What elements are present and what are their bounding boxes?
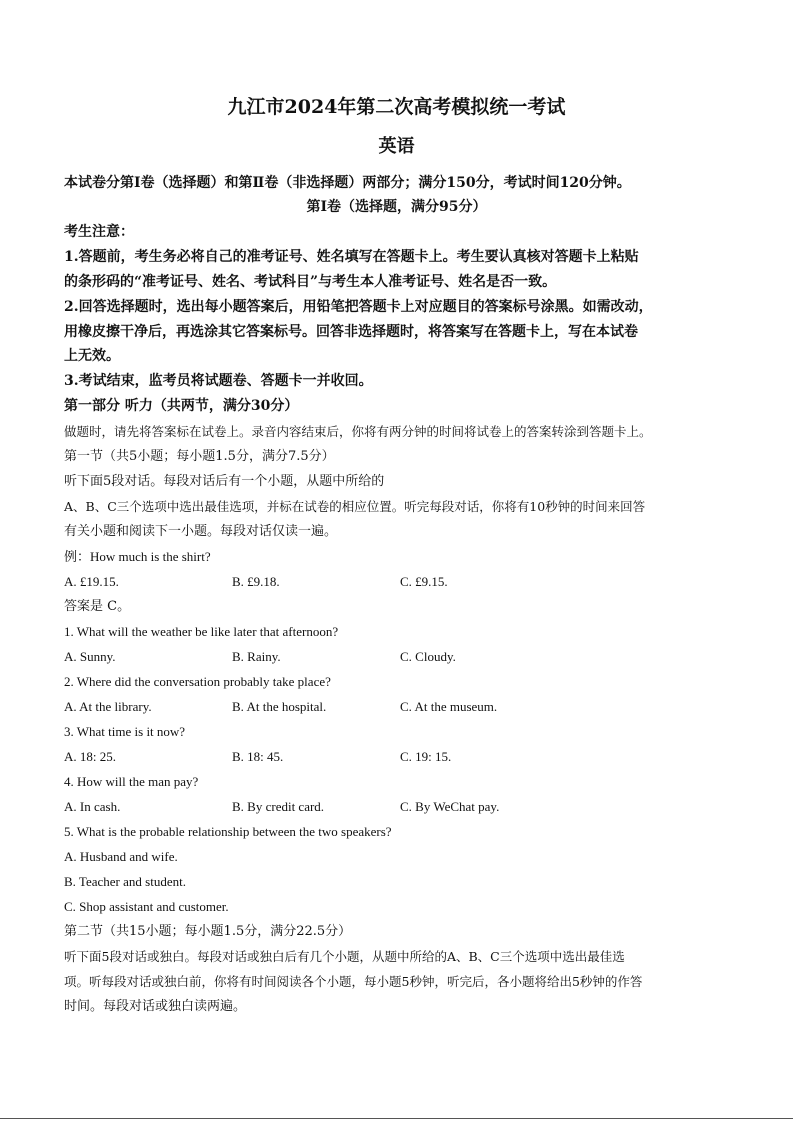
question-3-option-b: B. 18: 45. bbox=[232, 749, 284, 764]
question-3-option-c: C. 19: 15. bbox=[400, 749, 452, 764]
section2-instruction-2: 项。听每段对话或独白前，你将有时间阅读各个小题，每小题5秒钟，听完后，各小题将给出5秒钟的作答 bbox=[64, 974, 643, 989]
note-2-line-1: 2.回答选择题时，选出每小题答案后，用铅笔把答题卡上对应题目的答案标号涂黑。如需改动， bbox=[64, 299, 653, 315]
note-1-line-2: 的条形码的“准考证号、姓名、考试科目”与考生本人准考证号、姓名是否一致。 bbox=[64, 274, 557, 290]
example-question: 例：How much is the shirt? bbox=[64, 549, 211, 564]
part1-heading: 第一部分 听力（共两节，满分30分） bbox=[64, 398, 299, 414]
question-5: 5. What is the probable relationship between the two speakers? bbox=[64, 824, 392, 839]
section1-heading: 第一节（共5小题；每小题1.5分，满分7.5分） bbox=[64, 449, 335, 464]
note-2-line-2: 用橡皮擦干净后，再选涂其它答案标号。回答非选择题时，将答案写在答题卡上，写在本试卷 bbox=[64, 324, 638, 340]
example-option-c: C. £9.15. bbox=[400, 574, 448, 589]
question-1-option-c: C. Cloudy. bbox=[400, 649, 456, 664]
section2-instruction-1: 听下面5段对话或独白。每段对话或独白后有几个小题，从题中所给的A、B、C三个选项中选出最佳选 bbox=[64, 949, 625, 964]
question-4-option-b: B. By credit card. bbox=[232, 799, 325, 814]
section2-heading: 第二节（共15小题；每小题1.5分，满分22.5分） bbox=[64, 924, 352, 939]
exam-title: 九江市2024年第二次高考模拟统一考试 bbox=[227, 96, 566, 118]
example-answer: 答案是 C。 bbox=[64, 599, 131, 614]
section1-instruction-2: A、B、C三个选项中选出最佳选项，并标在试卷的相应位置。听完每段对话，你将有10秒钟的时间来回答 bbox=[64, 499, 646, 514]
question-3-option-a: A. 18: 25. bbox=[64, 749, 116, 764]
example-option-a: A. £19.15. bbox=[64, 574, 119, 589]
section2-instruction-3: 时间。每段对话或独白读两遍。 bbox=[64, 999, 247, 1014]
volume1-heading: 第Ⅰ卷（选择题，满分95分） bbox=[306, 199, 487, 215]
page-bottom-rule bbox=[0, 1118, 793, 1119]
question-4-option-a: A. In cash. bbox=[64, 799, 121, 814]
question-2-option-b: B. At the hospital. bbox=[232, 699, 327, 714]
note-2-line-3: 上无效。 bbox=[64, 348, 120, 364]
question-4-option-c: C. By WeChat pay. bbox=[400, 799, 500, 814]
question-5-option-a: A. Husband and wife. bbox=[64, 849, 178, 864]
paper-composition: 本试卷分第Ⅰ卷（选择题）和第Ⅱ卷（非选择题）两部分；满分150分，考试时间120分钟。 bbox=[64, 175, 631, 191]
question-1-option-b: B. Rainy. bbox=[232, 649, 281, 664]
note-3: 3.考试结束，监考员将试题卷、答题卡一并收回。 bbox=[64, 373, 373, 389]
section1-instruction-3: 有关小题和阅读下一小题。每段对话仅读一遍。 bbox=[64, 524, 338, 539]
question-4: 4. How will the man pay? bbox=[64, 774, 199, 789]
question-1-option-a: A. Sunny. bbox=[64, 649, 116, 664]
part1-instruction: 做题时，请先将答案标在试卷上。录音内容结束后，你将有两分钟的时间将试卷上的答案转涂到答题卡上。 bbox=[64, 424, 652, 439]
question-1: 1. What will the weather be like later that afternoon? bbox=[64, 624, 339, 639]
question-2: 2. Where did the conversation probably take place? bbox=[64, 674, 331, 689]
question-3: 3. What time is it now? bbox=[64, 724, 186, 739]
question-2-option-c: C. At the museum. bbox=[400, 699, 498, 714]
section1-instruction-1: 听下面5段对话。每段对话后有一个小题，从题中所给的 bbox=[64, 474, 385, 489]
note-1-line-1: 1.答题前，考生务必将自己的准考证号、姓名填写在答题卡上。考生要认真核对答题卡上粘贴 bbox=[64, 249, 639, 265]
question-2-option-a: A. At the library. bbox=[64, 699, 152, 714]
notes-heading: 考生注意： bbox=[64, 224, 134, 240]
example-option-b: B. £9.18. bbox=[232, 574, 280, 589]
question-5-option-b: B. Teacher and student. bbox=[64, 874, 186, 889]
question-5-option-c: C. Shop assistant and customer. bbox=[64, 899, 229, 914]
subject-title: 英语 bbox=[378, 136, 415, 157]
